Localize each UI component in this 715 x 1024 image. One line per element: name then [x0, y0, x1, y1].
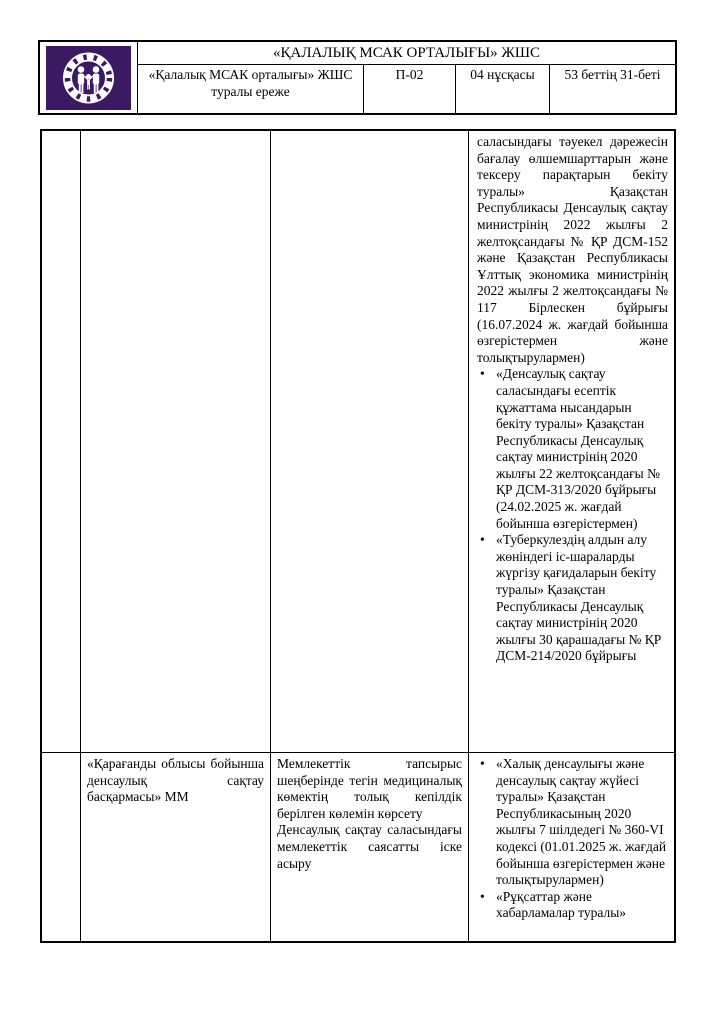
bullet-icon: • [480, 532, 485, 548]
legal-act-text: «Рұқсаттар және хабарламалар туралы» [496, 888, 627, 921]
doc-version-cell: 04 нұсқасы [456, 65, 550, 113]
org-logo-icon [46, 46, 131, 110]
list-item [477, 889, 668, 922]
legal-act-text: «Халық денсаулығы және денсаулық сақтау жүйесі туралы» Қазақстан Республикасының 2020 жылғы 7 шілдедегі № 360-VI кодексі (01.01.2025 ж. жағдай бойынша өзгерістермен және толықтырулармен) [496, 756, 667, 888]
list-item [477, 532, 668, 665]
function-paragraph: Денсаулық сақтау саласындағы мемлекеттік саясатты іске асыру [277, 822, 462, 871]
main-table [40, 129, 676, 943]
bullet-icon: • [480, 888, 485, 904]
legal-acts-cell [469, 131, 674, 752]
header-right-block [138, 42, 675, 113]
legal-act-text: «Денсаулық сақтау саласындағы есептік құжаттама нысандарын бекіту туралы» Қазақстан Республикасы Денсаулық сақтау министрінің 2020 жылғы 22 желтоқсандағы № ҚР ДСМ-313/2020 бұйрығы (24.02.2025 ж. жағдай бойынша өзгерістермен) [496, 366, 660, 531]
table-row [42, 131, 674, 753]
doc-code-cell: П-02 [364, 65, 456, 113]
page-number-cell: 53 беттің 31-беті [564, 67, 661, 82]
table-row [42, 753, 674, 941]
empty-number-cell [42, 131, 81, 752]
empty-organization-cell [81, 131, 271, 752]
function-paragraph: Мемлекеттік тапсырыс шеңберінде тегін медициналық көмектің толық кепілдік берілген көлемін көрсету [277, 756, 462, 821]
organization-cell: «Қарағанды облысы бойынша денсаулық сақтау басқармасы» ММ [81, 753, 271, 941]
legal-acts-cell [469, 753, 674, 941]
list-item [477, 366, 668, 532]
continuation-paragraph: саласындағы тәуекел дәрежесін бағалау өлшемшарттарын және тексеру парақтарын бекіту туралы» Қазақстан Республикасы Денсаулық сақтау министрінің 2022 жылғы 2 желтоқсандағы № ҚР ДСМ-152 және Қазақстан Республикасы Ұлттық экономика министрінің 2022 жылғы 2 желтоқсандағы № 117 Бірлескен бұйрығы (16.07.2024 ж. жағдай бойынша өзгерістермен және толықтырулармен) [477, 134, 668, 365]
functions-cell [271, 753, 469, 941]
bullet-icon: • [480, 756, 485, 771]
header-info-row [138, 65, 675, 113]
bullet-icon: • [480, 366, 485, 382]
empty-number-cell [42, 753, 81, 941]
org-title: «ҚАЛАЛЫҚ МСАК ОРТАЛЫҒЫ» ЖШС [138, 42, 675, 65]
list-item [477, 756, 668, 889]
doc-name-cell: «Қалалық МСАК орталығы» ЖШС туралы ереже [138, 65, 364, 113]
legal-act-text: «Туберкулездің алдын алу жөніндегі іс-шараларды жүргізу қағидаларын бекіту туралы» Қазақстан Республикасы Денсаулық сақтау министрінің 2020 жылғы 30 қарашадағы № ҚР ДСМ-214/2020 бұйрығы [496, 532, 662, 664]
empty-functions-cell [271, 131, 469, 752]
logo-cell [40, 42, 138, 113]
header-table [38, 40, 677, 115]
